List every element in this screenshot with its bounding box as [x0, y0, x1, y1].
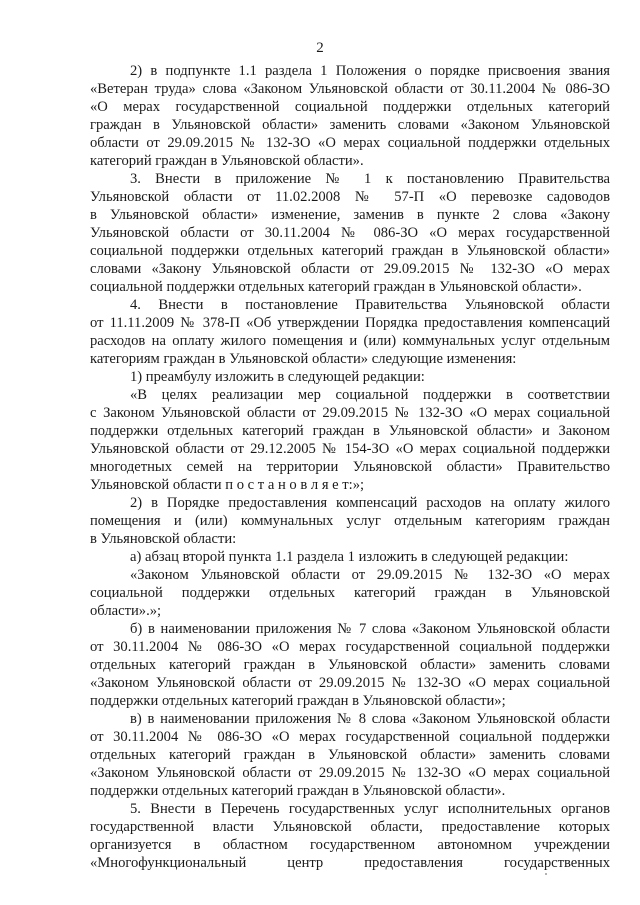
text-line: помещения и (или) коммунальных услуг отдельным категориям граждан: [90, 513, 610, 529]
text-line: Ульяновской области п о с т а н о в л я е т:»;: [90, 477, 365, 493]
text-line: многодетных семей на территории Ульяновской области» Правительство: [90, 459, 610, 475]
text-line: Ульяновской области от 30.11.2004 № 086-ЗО «О мерах государственной: [90, 225, 610, 241]
text-line: 4. Внести в постановление Правительства Ульяновской области: [130, 297, 610, 313]
text-line: от 11.11.2009 № 378-П «Об утверждении Порядка предоставления компенсаций: [90, 315, 610, 331]
text-line: 2) в подпункте 1.1 раздела 1 Положения о порядке присвоения звания: [130, 63, 610, 79]
text-line: социальной поддержки отдельных категорий граждан в Ульяновской области».: [90, 279, 582, 295]
text-line: 1) преамбулу изложить в следующей редакции:: [130, 369, 425, 385]
text-line: поддержки отдельных категорий граждан в Ульяновской области»;: [90, 693, 506, 709]
text-line: Ульяновской области от 11.02.2008 № 57-П «О перевозке садоводов: [90, 189, 610, 205]
text-line: «О мерах государственной социальной поддержки отдельных категорий: [90, 99, 610, 115]
page-number: 2: [316, 40, 324, 56]
text-line: «Ветеран труда» слова «Законом Ульяновской области от 30.11.2004 № 086-ЗО: [90, 81, 610, 97]
text-line: организуется в областном государственном автономном учреждении: [90, 837, 610, 853]
text-line: области от 29.09.2015 № 132-ЗО «О мерах социальной поддержки отдельных: [90, 135, 610, 151]
text-line: «В целях реализации мер социальной поддержки в соответствии: [130, 387, 610, 403]
text-line: социальной поддержки отдельных категорий граждан в Ульяновской: [90, 585, 610, 601]
text-line: отдельных категорий граждан в Ульяновской области» заменить словами: [90, 747, 610, 763]
text-line: категорий граждан в Ульяновской области».: [90, 153, 364, 169]
text-line: расходов на оплату жилого помещения и (или) коммунальных услуг отдельным: [90, 333, 610, 349]
text-line: 2) в Порядке предоставления компенсаций расходов на оплату жилого: [130, 495, 610, 511]
text-line: отдельных категорий граждан в Ульяновской области» заменить словами: [90, 657, 610, 673]
text-line: в Ульяновской области» изменение, заменив в пункте 2 слова «Закону: [90, 207, 610, 223]
text-line: 5. Внести в Перечень государственных услуг исполнительных органов: [130, 801, 610, 817]
text-line: социальной поддержки отдельных категорий граждан в Ульяновской области»: [90, 243, 610, 259]
text-line: государственной власти Ульяновской области, предоставление которых: [90, 819, 610, 835]
text-line: а) абзац второй пункта 1.1 раздела 1 изложить в следующей редакции:: [130, 549, 569, 565]
text-line: поддержки отдельных категорий граждан в Ульяновской области» и Законом: [90, 423, 610, 439]
text-line: «Законом Ульяновской области от 29.09.2015 № 132-ЗО «О мерах социальной: [90, 675, 610, 691]
text-line: в) в наименовании приложения № 8 слова «Законом Ульяновской области: [130, 711, 610, 727]
text-line: «Многофункциональный центр предоставления государственных: [90, 855, 610, 871]
text-line: «Законом Ульяновской области от 29.09.2015 № 132-ЗО «О мерах социальной: [90, 765, 610, 781]
scan-speck: [545, 873, 547, 875]
text-line: области».»;: [90, 603, 162, 619]
text-line: «Законом Ульяновской области от 29.09.2015 № 132-ЗО «О мерах: [130, 567, 610, 583]
text-line: категориям граждан в Ульяновской области» следующие изменения:: [90, 351, 517, 367]
text-line: в Ульяновской области:: [90, 531, 237, 547]
text-line: поддержки отдельных категорий граждан в Ульяновской области».: [90, 783, 506, 799]
text-line: от 30.11.2004 № 086-ЗО «О мерах государственной социальной поддержки: [90, 639, 610, 655]
text-line: словами «Закону Ульяновской области от 29.09.2015 № 132-ЗО «О мерах: [90, 261, 610, 277]
text-line: граждан в Ульяновской области» заменить словами «Законом Ульяновской: [90, 117, 610, 133]
text-line: Ульяновской области от 29.12.2005 № 154-ЗО «О мерах социальной поддержки: [90, 441, 610, 457]
text-line: с Законом Ульяновской области от 29.09.2015 № 132-ЗО «О мерах социальной: [90, 405, 610, 421]
text-line: 3. Внести в приложение № 1 к постановлению Правительства: [130, 171, 610, 187]
text-line: б) в наименовании приложения № 7 слова «Законом Ульяновской области: [130, 621, 610, 637]
text-line: от 30.11.2004 № 086-ЗО «О мерах государственной социальной поддержки: [90, 729, 610, 745]
